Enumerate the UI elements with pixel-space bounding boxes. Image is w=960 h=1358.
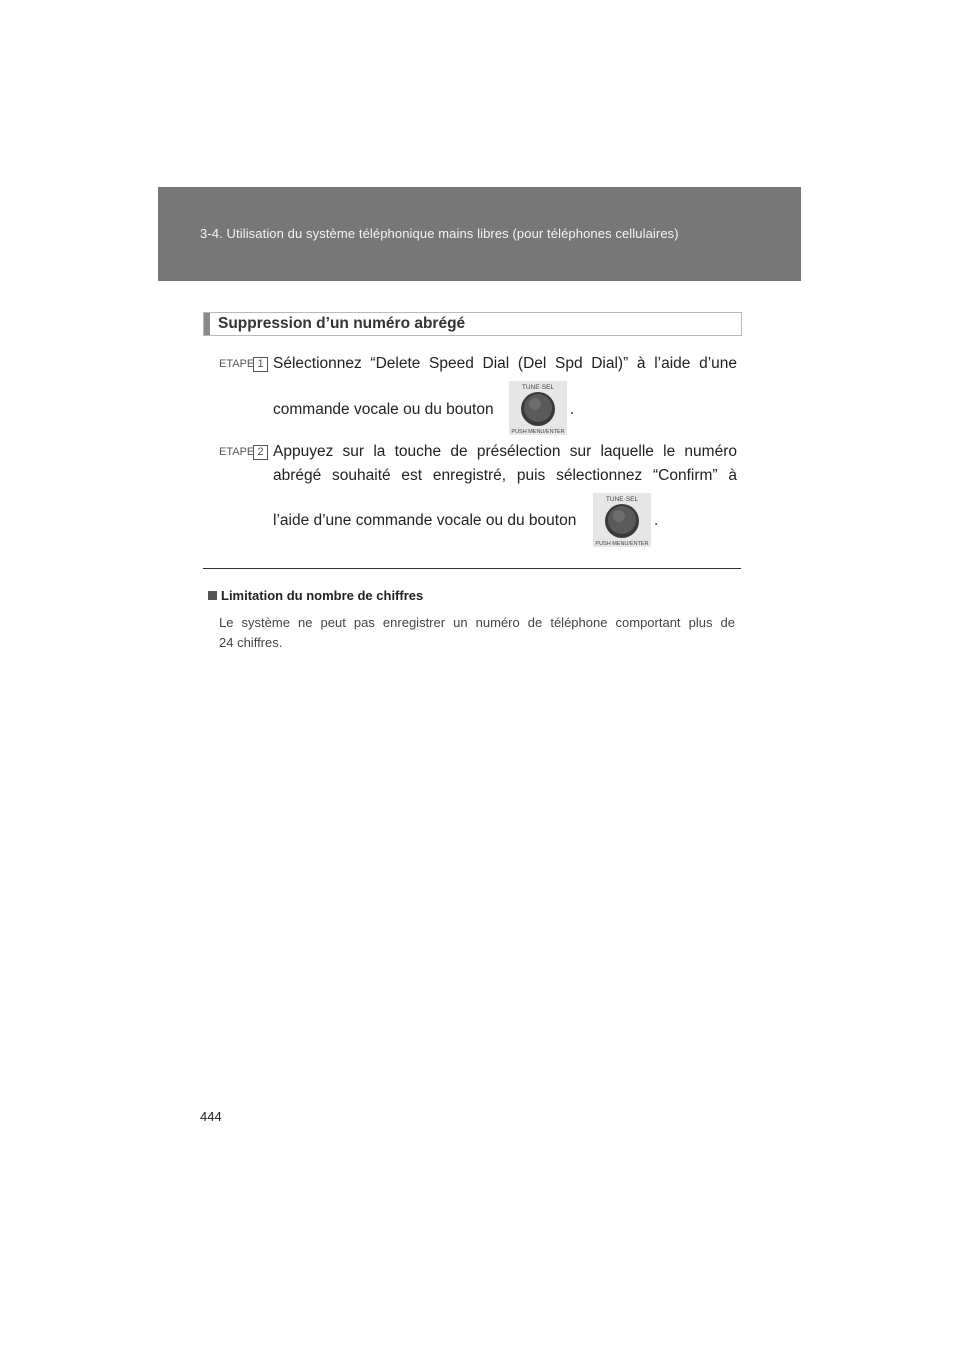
step-badge-number: 1: [253, 357, 268, 372]
section-title: Suppression d’un numéro abrégé: [218, 315, 466, 332]
step-2-line-3: l’aide d’une commande vocale ou du bouton: [273, 512, 577, 529]
tune-sel-knob-icon: [509, 381, 567, 435]
section-divider: [203, 568, 741, 569]
knob-bottom-label: PUSH MENU/ENTER: [511, 429, 565, 435]
note-line-1: Le système ne peut pas enregistrer un numéro de téléphone comportant plus de: [219, 615, 735, 630]
section-heading-bar: [204, 313, 210, 335]
step-badge-number: 2: [253, 445, 268, 460]
note-heading: [208, 588, 423, 603]
note-line-2: 24 chiffres.: [219, 635, 283, 650]
step-badge-label: ETAPE: [219, 446, 255, 458]
tune-sel-knob-icon: [593, 493, 651, 547]
step-1-line-2-end: .: [570, 401, 575, 418]
note-title-text: Limitation du nombre de chiffres: [221, 588, 424, 603]
knob-top-label: TUNE·SEL: [605, 496, 639, 503]
step-badge-1: [219, 357, 268, 372]
note-body: [219, 613, 735, 653]
page-number: 444: [200, 1109, 222, 1124]
knob-top-label: TUNE·SEL: [521, 384, 555, 391]
step-1-line-1: Sélectionnez “Delete Speed Dial (Del Spd Dial)” à l’aide d’une: [273, 355, 737, 372]
step-2-line-3-end: .: [654, 512, 659, 529]
knob-bottom-label: PUSH MENU/ENTER: [595, 541, 649, 547]
square-bullet-icon: [208, 591, 217, 600]
step-2-line-2: abrégé souhaité est enregistré, puis sélectionnez “Confirm” à: [273, 467, 737, 484]
section-heading: [203, 312, 742, 336]
step-badge-label: ETAPE: [219, 358, 255, 370]
chapter-header: 3-4. Utilisation du système téléphonique mains libres (pour téléphones cellulaires): [200, 226, 679, 241]
step-2-line-1: Appuyez sur la touche de présélection sur laquelle le numéro: [273, 443, 737, 460]
step-badge-2: [219, 445, 268, 460]
step-1-line-2: commande vocale ou du bouton: [273, 401, 494, 418]
